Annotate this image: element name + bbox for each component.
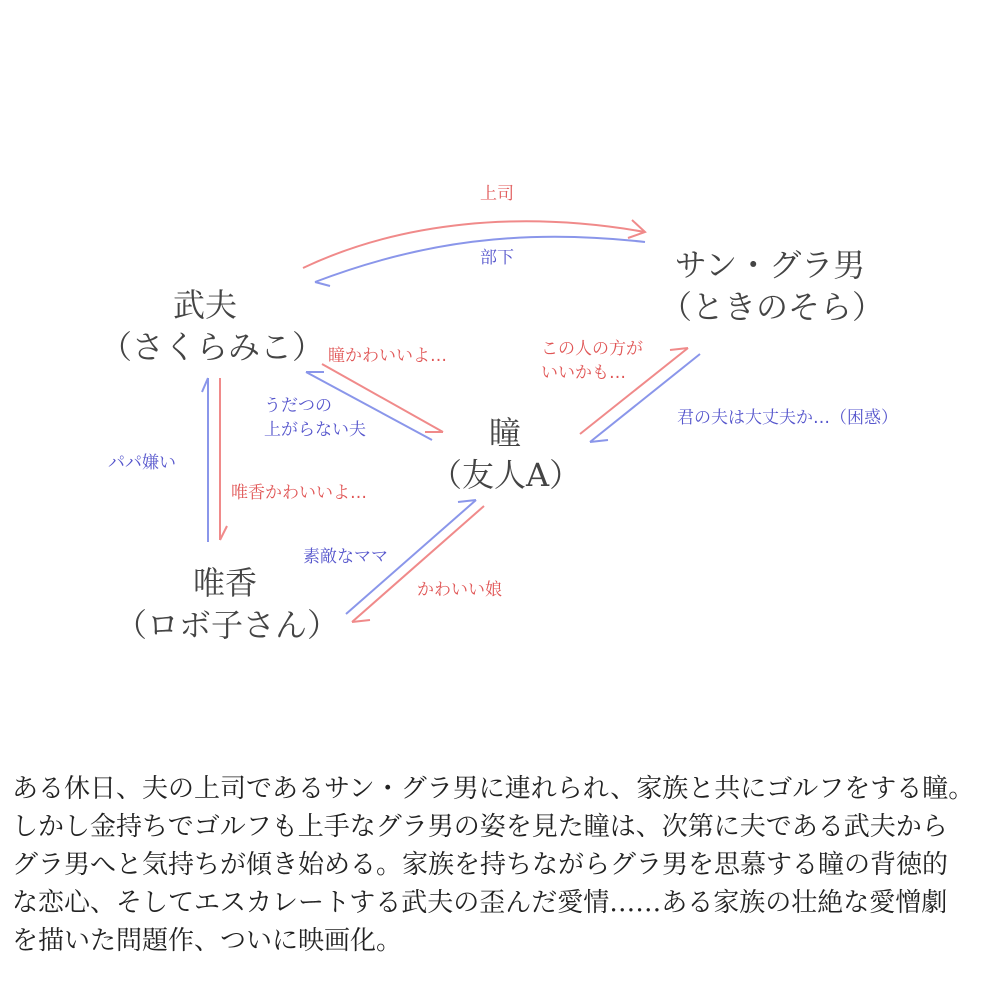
label-takeo-to-yuika: 唯香かわいいよ…: [231, 483, 367, 503]
label-hitomi-to-yuika: かわいい娘: [417, 580, 502, 600]
label-takeo-to-sangura: 上司: [480, 184, 514, 204]
synopsis-line: な恋心、そしてエスカレートする武夫の歪んだ愛情……ある家族の壮絶な愛憎劇: [12, 888, 948, 918]
node-takeo-name: 武夫: [172, 286, 237, 324]
node-yuika-actor: （ロボ子さん）: [115, 606, 340, 644]
node-takeo-actor: （さくらみこ）: [100, 328, 325, 366]
label-hitomi-to-sangura: [541, 337, 643, 385]
node-sangura-actor: （ときのそら）: [660, 288, 885, 326]
synopsis-text: [12, 770, 997, 960]
label-hitomi-to-sangura-line1: この人の方が: [541, 339, 643, 359]
node-yuika: [115, 562, 340, 646]
node-hitomi-actor: （友人A）: [430, 456, 582, 494]
label-hitomi-to-sangura-line2: いいかも…: [541, 363, 626, 383]
label-hitomi-to-takeo: [264, 394, 366, 442]
label-sangura-to-hitomi: 君の夫は大丈夫か…（困惑）: [677, 408, 898, 428]
label-hitomi-to-takeo-line2: 上がらない夫: [264, 420, 366, 440]
label-sangura-to-takeo: 部下: [480, 248, 514, 268]
label-hitomi-to-takeo-line1: うだつの: [264, 396, 332, 416]
synopsis-line: グラ男へと気持ちが傾き始める。家族を持ちながらグラ男を思慕する瞳の背徳的: [12, 850, 949, 880]
node-hitomi: [430, 412, 580, 496]
arrow-yuika-to-takeo: [202, 378, 208, 542]
synopsis-line: しかし金持ちでゴルフも上手なグラ男の姿を見た瞳は、次第に夫である武夫から: [12, 812, 948, 842]
node-sangura: [660, 244, 885, 328]
node-hitomi-name: 瞳: [488, 414, 521, 452]
label-takeo-to-hitomi: 瞳かわいいよ…: [328, 346, 447, 366]
label-yuika-to-hitomi: 素敵なママ: [303, 547, 388, 567]
synopsis-line: を描いた問題作、ついに映画化。: [12, 926, 403, 956]
synopsis-line: ある休日、夫の上司であるサン・グラ男に連れられ、家族と共にゴルフをする瞳。: [12, 774, 975, 804]
node-yuika-name: 唯香: [192, 564, 257, 602]
arrow-takeo-to-sangura: [303, 220, 645, 268]
node-takeo: [100, 284, 325, 368]
node-sangura-name: サン・グラ男: [674, 246, 866, 284]
arrow-takeo-to-yuika: [220, 378, 227, 540]
label-yuika-to-takeo: パパ嫌い: [108, 453, 176, 473]
